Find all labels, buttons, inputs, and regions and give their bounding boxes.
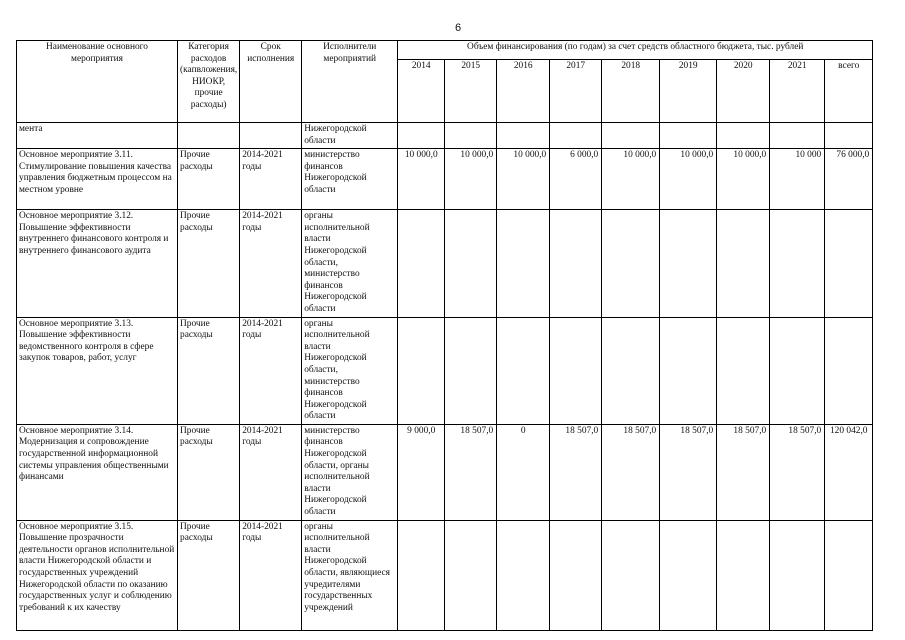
row-value: 18 507,0 <box>550 424 602 520</box>
row-category: Прочие расходы <box>178 520 240 630</box>
row-value: 0 <box>497 424 550 520</box>
row-value <box>660 210 717 317</box>
row-name: Основное мероприятие 3.15. Повышение прозрачности деятельности органов исполнительной власти Нижегородской области и государственных учреждений Нижегородской области по оказанию государственных услуг и соблюдению требований к их качеству <box>17 520 178 630</box>
row-category <box>178 123 240 149</box>
row-value <box>602 210 660 317</box>
table-row <box>17 149 873 210</box>
row-value <box>770 210 825 317</box>
row-value <box>770 317 825 424</box>
header-year: 2021 <box>770 60 825 123</box>
row-value <box>602 317 660 424</box>
row-period <box>240 123 302 149</box>
row-name: Основное мероприятие 3.12. Повышение эффективности внутреннего финансового контроля и внутреннего финансового аудита <box>17 210 178 317</box>
row-value: 6 000,0 <box>550 149 602 210</box>
header-year: 2020 <box>717 60 770 123</box>
row-total <box>825 520 873 630</box>
row-value: 10 000,0 <box>660 149 717 210</box>
financing-table <box>16 40 873 631</box>
row-value: 18 507,0 <box>770 424 825 520</box>
row-value: 18 507,0 <box>660 424 717 520</box>
row-value <box>445 210 497 317</box>
row-value <box>497 520 550 630</box>
row-value <box>770 123 825 149</box>
row-value <box>398 520 445 630</box>
row-period: 2014-2021 годы <box>240 520 302 630</box>
row-category: Прочие расходы <box>178 210 240 317</box>
row-total: 76 000,0 <box>825 149 873 210</box>
table-row <box>17 123 873 149</box>
row-period: 2014-2021 годы <box>240 424 302 520</box>
row-executors: министерство финансов Нижегородской области, органы исполнительной власти Нижегородской области <box>302 424 398 520</box>
row-value: 10 000,0 <box>717 149 770 210</box>
row-executors: органы исполнительной власти Нижегородской области, являющиеся учредителями государственных учреждений <box>302 520 398 630</box>
row-value <box>497 123 550 149</box>
row-value <box>398 210 445 317</box>
row-value: 10 000,0 <box>602 149 660 210</box>
row-value: 10 000,0 <box>445 149 497 210</box>
table-row <box>17 520 873 630</box>
row-name: мента <box>17 123 178 149</box>
row-executors: органы исполнительной власти Нижегородской области, министерство финансов Нижегородской области <box>302 210 398 317</box>
row-value <box>717 520 770 630</box>
row-value <box>398 317 445 424</box>
header-year: 2015 <box>445 60 497 123</box>
table-row <box>17 210 873 317</box>
row-total <box>825 123 873 149</box>
header-category: Категория расходов (капвложения, НИОКР, прочие расходы) <box>178 41 240 123</box>
row-executors: органы исполнительной власти Нижегородской области, министерство финансов Нижегородской области <box>302 317 398 424</box>
header-year: 2018 <box>602 60 660 123</box>
header-year: 2017 <box>550 60 602 123</box>
row-category: Прочие расходы <box>178 424 240 520</box>
table-row <box>17 317 873 424</box>
header-total: всего <box>825 60 873 123</box>
row-value: 10 000,0 <box>398 149 445 210</box>
row-value: 18 507,0 <box>717 424 770 520</box>
header-financing: Объем финансирования (по годам) за счет средств областного бюджета, тыс. рублей <box>398 41 873 60</box>
row-value <box>660 520 717 630</box>
row-period: 2014-2021 годы <box>240 149 302 210</box>
header-name: Наименование основного мероприятия <box>17 41 178 123</box>
page-number: 6 <box>455 22 462 34</box>
row-executors: министерство финансов Нижегородской области <box>302 149 398 210</box>
row-value <box>602 520 660 630</box>
row-value <box>497 210 550 317</box>
header-executors: Исполнители мероприятий <box>302 41 398 123</box>
header-year: 2014 <box>398 60 445 123</box>
row-value <box>445 123 497 149</box>
row-value <box>445 317 497 424</box>
row-name: Основное мероприятие 3.14. Модернизация и сопровождение государственной информационной системы управления общественными финансами <box>17 424 178 520</box>
row-value <box>770 520 825 630</box>
header-period: Срок исполнения <box>240 41 302 123</box>
row-value <box>717 210 770 317</box>
table-row <box>17 424 873 520</box>
row-value: 18 507,0 <box>445 424 497 520</box>
row-value <box>602 123 660 149</box>
row-value <box>550 317 602 424</box>
row-value <box>717 123 770 149</box>
row-value <box>550 210 602 317</box>
row-value <box>497 317 550 424</box>
header-year: 2019 <box>660 60 717 123</box>
row-value: 10 000 <box>770 149 825 210</box>
row-value: 18 507,0 <box>602 424 660 520</box>
row-period: 2014-2021 годы <box>240 210 302 317</box>
row-value: 9 000,0 <box>398 424 445 520</box>
row-category: Прочие расходы <box>178 149 240 210</box>
row-value <box>550 123 602 149</box>
row-total <box>825 317 873 424</box>
row-period: 2014-2021 годы <box>240 317 302 424</box>
row-value <box>445 520 497 630</box>
row-executors: Нижегородской области <box>302 123 398 149</box>
row-name: Основное мероприятие 3.11. Стимулирование повышения качества управления бюджетным процессом на местном уровне <box>17 149 178 210</box>
row-value <box>660 123 717 149</box>
row-value <box>398 123 445 149</box>
row-value <box>717 317 770 424</box>
row-value: 10 000,0 <box>497 149 550 210</box>
row-total <box>825 210 873 317</box>
header-year: 2016 <box>497 60 550 123</box>
row-value <box>550 520 602 630</box>
row-category: Прочие расходы <box>178 317 240 424</box>
row-value <box>660 317 717 424</box>
row-total: 120 042,0 <box>825 424 873 520</box>
row-name: Основное мероприятие 3.13. Повышение эффективности ведомственного контроля в сфере закупок товаров, работ, услуг <box>17 317 178 424</box>
